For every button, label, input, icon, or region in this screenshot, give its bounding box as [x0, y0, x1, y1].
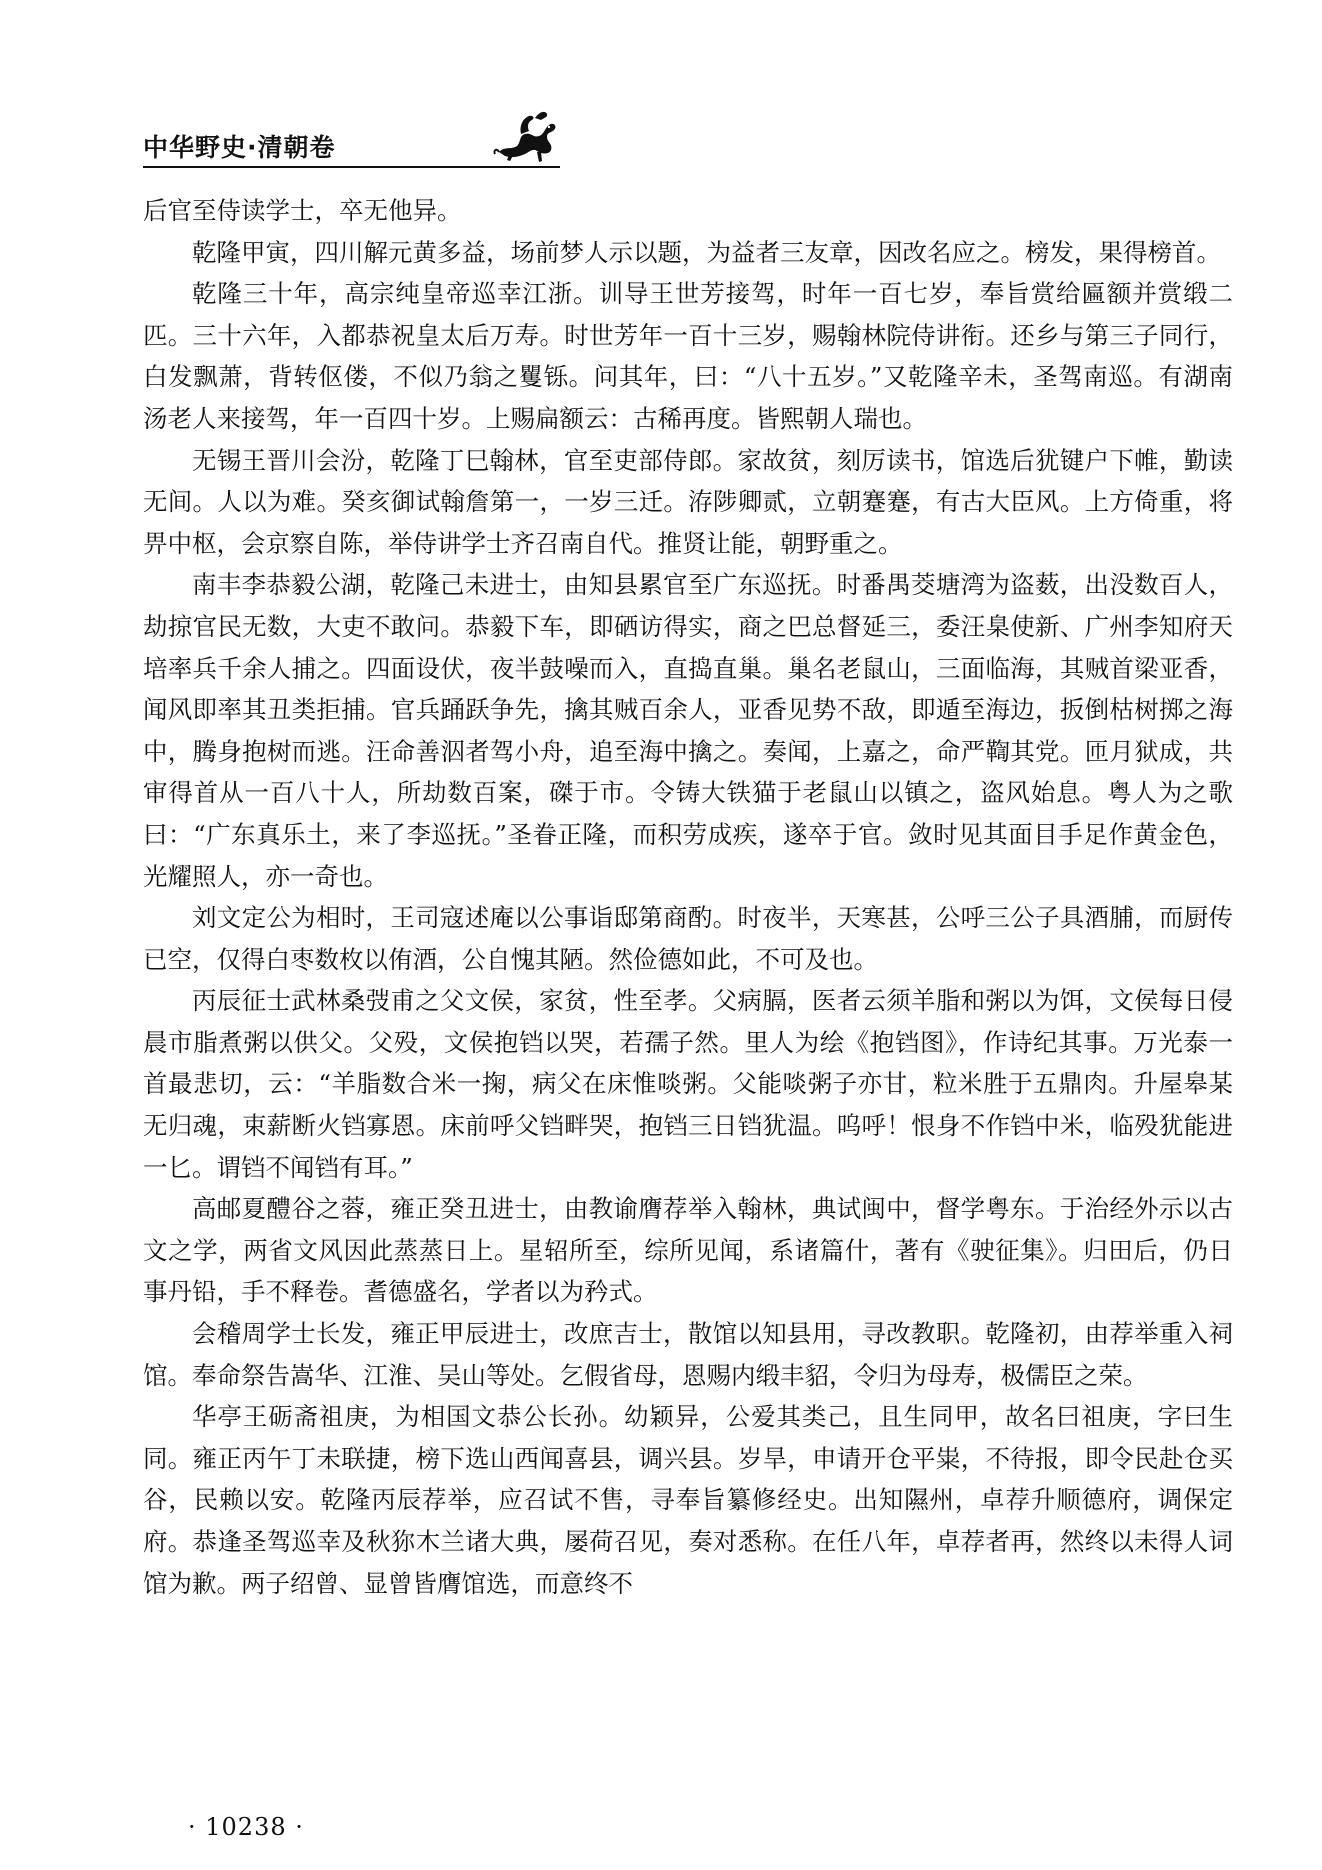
header-divider — [143, 166, 560, 168]
paragraph: 高邮夏醴谷之蓉，雍正癸丑进士，由教谕膺荐举入翰林，典试闽中，督学粤东。于治经外示以古文之学，两省文风因此蒸蒸日上。星轺所至，综所见闻，系诸篇什，著有《驶征集》。归田后，仍日事丹铅，手不释卷。耆德盛名，学者以为矜式。 — [143, 1194, 1233, 1307]
paragraph: 刘文定公为相时，王司寇述庵以公事诣邸第商酌。时夜半，天寒甚，公呼三公子具酒脯，而厨传已空，仅得白枣数枚以侑酒，公自愧其陋。然俭德如此，不可及也。 — [143, 903, 1233, 974]
paragraph: 丙辰征士武林桑弢甫之父文侯，家贫，性至孝。父病膈，医者云须羊脂和粥以为饵，文侯每日侵晨市脂煮粥以供父。父殁，文侯抱铛以哭，若孺子然。里人为绘《抱铛图》，作诗纪其事。万光泰一首最悲切，云：“羊脂数合米一掬，病父在床惟啖粥。父能啖粥子亦甘，粒米胜于五鼎肉。升屋皋某无归魂，束薪断火铛寡恩。床前呼父铛畔哭，抱铛三日铛犹温。呜呼！恨身不作铛中米，临殁犹能进一匕。谓铛不闻铛有耳。” — [143, 986, 1233, 1182]
paragraph: 南丰李恭毅公湖，乾隆己未进士，由知县累官至广东巡抚。时番禺茭塘湾为盗薮，出没数百人，劫掠官民无数，大吏不敢问。恭毅下车，即硒访得实，商之巴总督延三，委汪臬使新、广州李知府天培率兵千余人捕之。四面设伏，夜半鼓噪而入，直捣直巢。巢名老鼠山，三面临海，其贼首梁亚香，闻风即率其丑类拒捕。官兵踊跃争先，擒其贼百余人，亚香见势不敌，即遁至海边，扳倒枯树掷之海中，腾身抱树而逃。汪命善泅者驾小舟，追至海中擒之。奏闻，上嘉之，命严鞫其党。匝月狱成，共审得首从一百八十人，所劫数百案，磔于市。令铸大铁猫于老鼠山以镇之，盗风始息。粤人为之歌曰：“广东真乐土，来了李巡抚。”圣眷正隆，而积劳成疾，遂卒于官。敛时见其面目手足作黄金色，光耀照人，亦一奇也。 — [143, 570, 1233, 891]
paragraph: 后官至侍读学士，卒无他异。 — [143, 196, 462, 225]
paragraph: 会稽周学士长发，雍正甲辰进士，改庶吉士，散馆以知县用，寻改教职。乾隆初，由荐举重入祠馆。奉命祭告嵩华、江淮、吴山等处。乞假省母，恩赐内缎丰貂，令归为母寿，极儒臣之荣。 — [143, 1319, 1233, 1390]
running-header-title: 中华野史·清朝卷 — [143, 133, 336, 162]
body-text — [143, 190, 1233, 1604]
dragon-emblem-icon — [491, 106, 561, 166]
page-number: · 10238 · — [188, 1813, 304, 1841]
paragraph: 华亭王砺斋祖庚，为相国文恭公长孙。幼颖异，公爱其类己，且生同甲，故名曰祖庚，字曰生同。雍正丙午丁未联捷，榜下选山西闻喜县，调兴县。岁旱，申请开仓平粜，不待报，即令民赴仓买谷，民赖以安。乾隆丙辰荐举，应召试不售，寻奉旨纂修经史。出知隰州，卓荐升顺德府，调保定府。恭逢圣驾巡幸及秋狝木兰诸大典，屡荷召见，奏对悉称。在任八年，卓荐者再，然终以未得人词馆为歉。两子绍曾、显曾皆膺馆选，而意终不 — [143, 1402, 1233, 1598]
paragraph: 乾隆三十年，高宗纯皇帝巡幸江浙。训导王世芳接驾，时年一百七岁，奉旨赏给匾额并赏缎二匹。三十六年，入都恭祝皇太后万寿。时世芳年一百十三岁，赐翰林院侍讲衔。还乡与第三子同行，白发飘萧，背转伛偻，不似乃翁之矍铄。问其年，曰：“八十五岁。”又乾隆辛未，圣驾南巡。有湖南汤老人来接驾，年一百四十岁。上赐扁额云：古稀再度。皆熙朝人瑞也。 — [143, 279, 1233, 433]
paragraph: 无锡王晋川会汾，乾隆丁巳翰林，官至吏部侍郎。家故贫，刻厉读书，馆选后犹键户下帷，勤读无间。人以为难。癸亥御试翰詹第一，一岁三迁。洊陟卿贰，立朝蹇蹇，有古大臣风。上方倚重，将畀中枢，会京察自陈，举侍讲学士齐召南自代。推贤让能，朝野重之。 — [143, 445, 1233, 558]
paragraph: 乾隆甲寅，四川解元黄多益，场前梦人示以题，为益者三友章，因改名应之。榜发，果得榜首。 — [192, 237, 1221, 267]
